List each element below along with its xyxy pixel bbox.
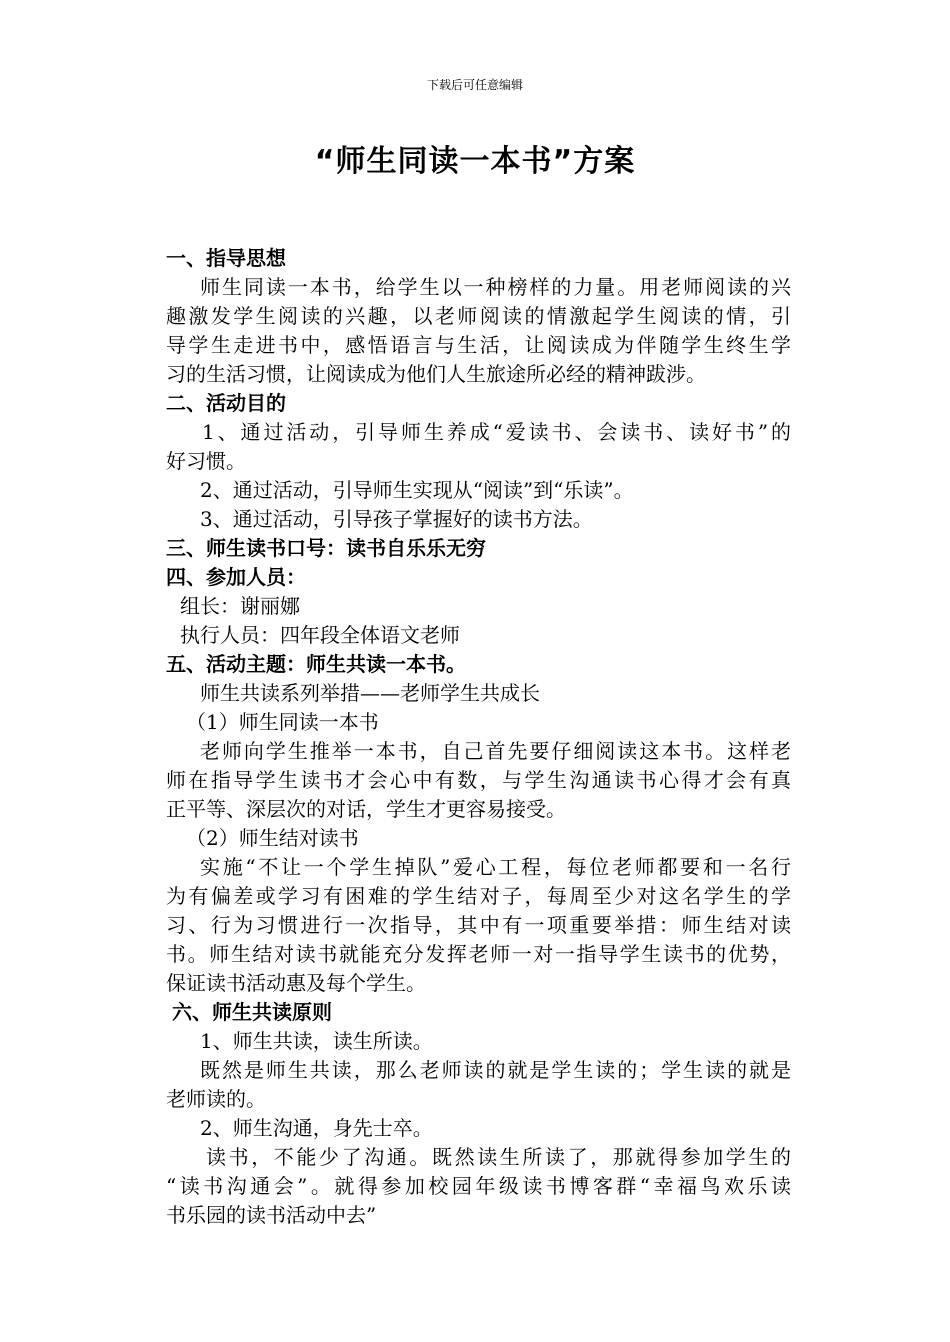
paragraph-line: 书乐园的读书活动中去”	[166, 1203, 377, 1227]
section-heading-principles: 六、师生共读原则	[172, 1000, 332, 1024]
paragraph-line: 趣激发学生阅读的兴趣，以老师阅读的情激起学生阅读的情，引	[166, 304, 791, 328]
section-heading-activity-goals: 二、活动目的	[166, 391, 286, 415]
paragraph-line: 既然是师生共读，那么老师读的就是学生读的；学生读的就是	[200, 1058, 791, 1082]
paragraph-line: “读书沟通会”。就得参加校园年级读书博客群“幸福鸟欢乐读	[166, 1174, 791, 1198]
page-header-note: 下载后可任意编辑	[426, 78, 523, 92]
section-heading-theme: 五、活动主题：师生共读一本书。	[166, 652, 466, 676]
paragraph-line: 师生共读系列举措——老师学生共成长	[200, 681, 540, 705]
subheading: （2）师生结对读书	[186, 826, 359, 850]
document-body	[166, 244, 791, 1230]
paragraph-line: 师在指导学生读书才会心中有数，与学生沟通读书心得才会有真	[166, 768, 791, 792]
paragraph-line: 师生同读一本书，给学生以一种榜样的力量。用老师阅读的兴	[200, 275, 791, 299]
participant-executors: 执行人员：四年段全体语文老师	[180, 623, 460, 647]
list-item: 2、通过活动，引导师生实现从“阅读”到“乐读”。	[200, 478, 634, 502]
paragraph-line: 读书，不能少了沟通。既然读生所读了，那就得参加学生的	[206, 1145, 791, 1169]
paragraph-line: 好习惯。	[166, 449, 246, 473]
paragraph-line: 书。师生结对读书就能充分发挥老师一对一指导学生读书的优势，	[166, 942, 791, 966]
paragraph-line: 老师向学生推举一本书，自己首先要仔细阅读这本书。这样老	[200, 739, 791, 763]
paragraph-line: 正平等、深层次的对话，学生才更容易接受。	[166, 797, 566, 821]
paragraph-line: 习的生活习惯，让阅读成为他们人生旅途所必经的精神跋涉。	[166, 362, 706, 386]
section-heading-participants: 四、参加人员：	[166, 565, 306, 589]
list-item: 2、师生沟通，身先士卒。	[200, 1116, 433, 1140]
paragraph-line: 习、行为习惯进行一次指导，其中有一项重要举措：师生结对读	[166, 913, 791, 937]
paragraph-line: 为有偏差或学习有困难的学生结对子，每周至少对这名学生的学	[166, 884, 791, 908]
list-item: 1、通过活动，引导师生养成“爱读书、会读书、读好书”的	[202, 420, 791, 444]
section-heading-guiding-idea: 一、指导思想	[166, 246, 286, 270]
section-heading-slogan: 三、师生读书口号：读书自乐乐无穷	[166, 536, 486, 560]
subheading: （1）师生同读一本书	[186, 710, 379, 734]
participant-leader: 组长：谢丽娜	[180, 594, 300, 618]
paragraph-line: 实施“不让一个学生掉队”爱心工程，每位老师都要和一名行	[200, 855, 791, 879]
paragraph-line: 老师读的。	[166, 1087, 266, 1111]
paragraph-line: 保证读书活动惠及每个学生。	[166, 971, 426, 995]
document-title: “师生同读一本书”方案	[314, 144, 636, 179]
list-item: 3、通过活动，引导孩子掌握好的读书方法。	[200, 507, 593, 531]
paragraph-line: 导学生走进书中，感悟语言与生活，让阅读成为伴随学生终生学	[166, 333, 791, 357]
list-item: 1、师生共读，读生所读。	[200, 1029, 433, 1053]
